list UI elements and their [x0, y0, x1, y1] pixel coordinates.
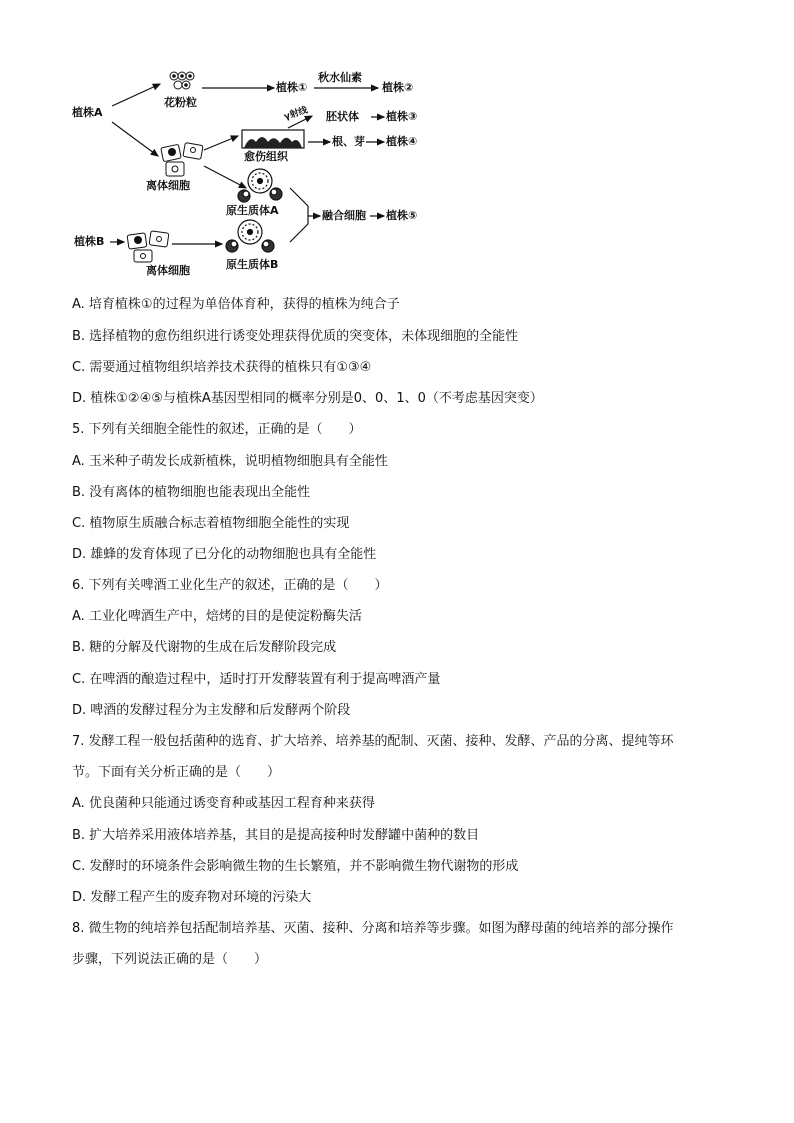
plant-4-label: 植株④ [386, 135, 418, 148]
plant-1-label: 植株① [276, 81, 308, 94]
option-5b: B. 没有离体的植物细胞也能表现出全能性 [72, 485, 311, 500]
option-5d: D. 雄蜂的发育体现了已分化的动物细胞也具有全能性 [72, 547, 377, 562]
isolated-cells-a-label: 离体细胞 [146, 179, 190, 192]
plant-a-label: 植株A [72, 106, 103, 119]
arrow-a-to-pollen [112, 84, 160, 106]
question-8-line1: 8. 微生物的纯培养包括配制培养基、灭菌、接种、分离和培养等步骤。如图为酵母菌的纯培养的部分操作 [72, 921, 674, 936]
gamma-ray-label: γ射线 [282, 105, 309, 123]
diagram-graphics [62, 64, 452, 284]
option-6b: B. 糖的分解及代谢物的生成在后发酵阶段完成 [72, 640, 337, 655]
fused-cell-label: 融合细胞 [322, 209, 366, 222]
option-4a: A. 培育植株①的过程为单倍体育种，获得的植株为纯合子 [72, 297, 400, 312]
join-line-b [290, 224, 308, 242]
option-6d: D. 啤酒的发酵过程分为主发酵和后发酵两个阶段 [72, 703, 351, 718]
plant-2-label: 植株② [382, 81, 414, 94]
option-6c: C. 在啤酒的酿造过程中，适时打开发酵装置有利于提高啤酒产量 [72, 672, 441, 687]
question-8-line2: 步骤，下列说法正确的是（ ） [72, 952, 268, 967]
option-7c: C. 发酵时的环境条件会影响微生物的生长繁殖，并不影响微生物代谢物的形成 [72, 859, 519, 874]
pollen-label: 花粉粒 [164, 96, 197, 109]
option-4d: D. 植株①②④⑤与植株A基因型相同的概率分别是0、0、1、0（不考虑基因突变） [72, 391, 543, 406]
arrow-a-to-cells [112, 122, 158, 156]
isolated-cells-b-icon [127, 231, 169, 262]
option-7d: D. 发酵工程产生的废弃物对环境的污染大 [72, 890, 312, 905]
pollen-icon [170, 72, 194, 89]
arrow-cells-to-callus [204, 136, 238, 150]
callus-icon [242, 130, 304, 148]
plant-breeding-diagram [62, 64, 452, 284]
root-bud-label: 根、芽 [332, 135, 365, 148]
arrow-cells-to-protoplast-a [204, 166, 246, 188]
protoplast-b-icon [226, 220, 274, 252]
option-5a: A. 玉米种子萌发长成新植株，说明植物细胞具有全能性 [72, 454, 388, 469]
protoplast-a-label: 原生质体A [226, 204, 279, 217]
isolated-cells-b-label: 离体细胞 [146, 264, 190, 277]
option-4c: C. 需要通过植物组织培养技术获得的植株只有①③④ [72, 360, 372, 375]
embryoid-label: 胚状体 [326, 110, 359, 123]
isolated-cells-a-icon [161, 143, 203, 176]
plant-5-label: 植株⑤ [386, 209, 418, 222]
option-7b: B. 扩大培养采用液体培养基，其目的是提高接种时发酵罐中菌种的数目 [72, 828, 480, 843]
callus-label: 愈伤组织 [244, 150, 288, 163]
question-5: 5. 下列有关细胞全能性的叙述，正确的是（ ） [72, 422, 362, 437]
option-7a: A. 优良菌种只能通过诱变育种或基因工程育种来获得 [72, 796, 375, 811]
protoplast-b-label: 原生质体B [226, 258, 279, 271]
plant-b-label: 植株B [74, 235, 105, 248]
question-7-line2: 节。下面有关分析正确的是（ ） [72, 765, 281, 780]
option-5c: C. 植物原生质融合标志着植物细胞全能性的实现 [72, 516, 350, 531]
plant-3-label: 植株③ [386, 110, 418, 123]
question-6: 6. 下列有关啤酒工业化生产的叙述，正确的是（ ） [72, 578, 388, 593]
colchicine-label: 秋水仙素 [318, 71, 362, 84]
join-line-a [290, 188, 308, 206]
protoplast-a-icon [238, 169, 282, 202]
option-6a: A. 工业化啤酒生产中，焙烤的目的是使淀粉酶失活 [72, 609, 362, 624]
question-7-line1: 7. 发酵工程一般包括菌种的选育、扩大培养、培养基的配制、灭菌、接种、发酵、产品的分离、提纯等环 [72, 734, 674, 749]
option-4b: B. 选择植物的愈伤组织进行诱变处理获得优质的突变体，未体现细胞的全能性 [72, 329, 519, 344]
